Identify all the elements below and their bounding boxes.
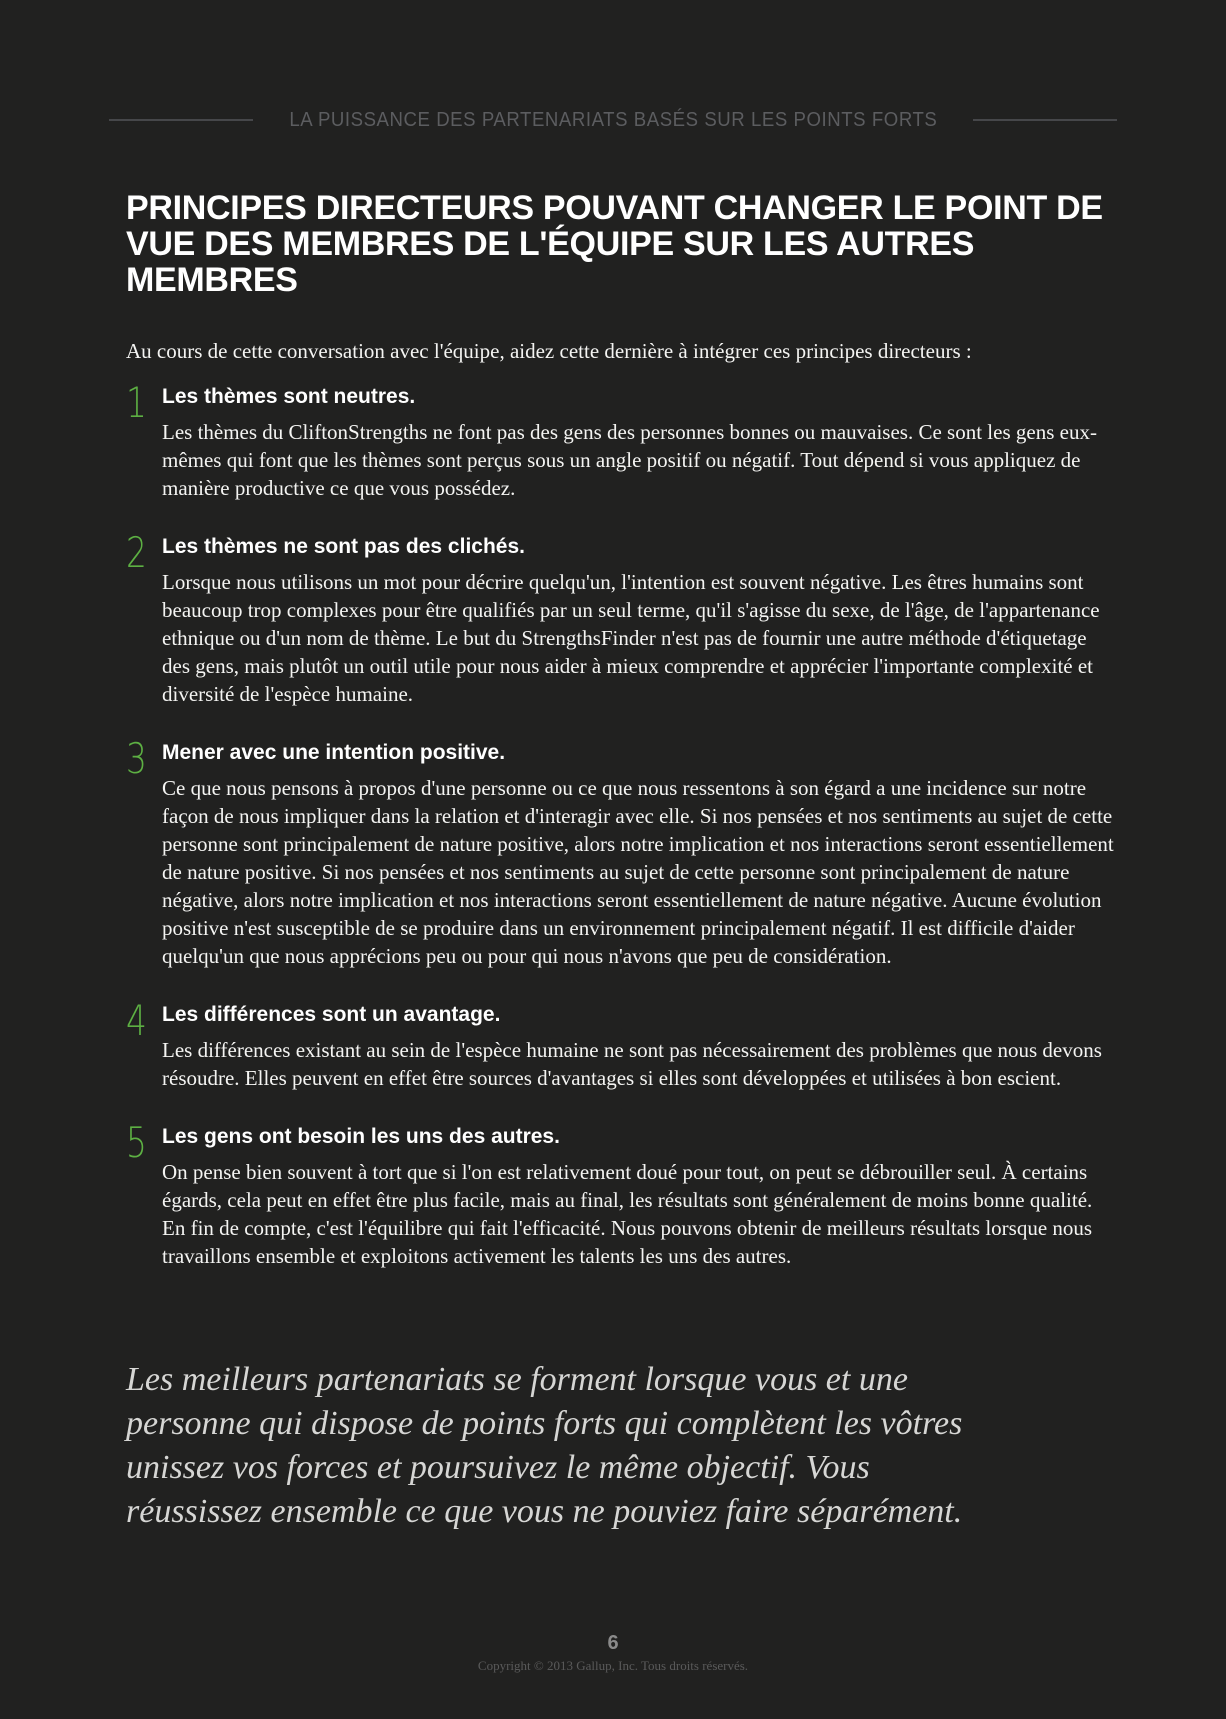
pull-quote: Les meilleurs partenariats se forment lorsque vous et une personne qui dispose de points forts qui complètent les vôtres unissez vos forces et poursuivez le même objectif. Vous réussissez ensemble ce que vous ne pouviez faire séparément.: [126, 1361, 963, 1530]
header-rule-right: [973, 119, 1117, 121]
principle-heading: Les gens ont besoin les uns des autres.: [162, 1125, 560, 1148]
copyright-notice: Copyright © 2013 Gallup, Inc. Tous droits réservés.: [477, 1658, 749, 1673]
principle-number: 2: [126, 528, 147, 577]
page-title: PRINCIPES DIRECTEURS POUVANT CHANGER LE POINT DE VUE DES MEMBRES DE L'ÉQUIPE SUR LES AUTRES MEMBRES: [126, 189, 1103, 299]
principle-item: [126, 528, 1116, 708]
principle-item: [126, 1118, 1116, 1270]
principle-body: On pense bien souvent à tort que si l'on est relativement doué pour tout, on peut se débrouiller seul. À certains égards, cela peut en effet être plus facile, mais au final, les résultats sont généralement de moins bonne qualité. En fin de compte, c'est l'équilibre qui fait l'efficacité. Nous pouvons obtenir de meilleurs résultats lorsque nous travaillons ensemble et exploitons activement les talents les uns des autres.: [162, 1160, 1093, 1268]
principle-heading: Mener avec une intention positive.: [162, 741, 506, 764]
principle-number: 1: [126, 378, 147, 427]
running-header: [109, 106, 1117, 134]
principle-item: [126, 734, 1116, 970]
principle-body: Lorsque nous utilisons un mot pour décrire quelqu'un, l'intention est souvent négative. Les êtres humains sont beaucoup trop complexes pour être qualifiés par un seul terme, qu'il s'agisse du sexe, de l'âge, de l'appartenance ethnique ou d'un nom de thème. Le but du StrengthsFinder n'est pas de fournir une autre méthode d'étiquetage des gens, mais plutôt un outil utile pour nous aider à mieux comprendre et apprécier l'importante complexité et diversité de l'espèce humaine.: [162, 570, 1100, 706]
principle-heading: Les différences sont un avantage.: [162, 1003, 501, 1026]
principle-item: [126, 378, 1116, 502]
principle-heading: Les thèmes sont neutres.: [162, 385, 416, 408]
page-number: 6: [607, 1632, 619, 1654]
running-title: LA PUISSANCE DES PARTENARIATS BASÉS SUR LES POINTS FORTS: [289, 108, 937, 131]
principles-list: [126, 378, 1116, 1300]
principle-body: Les différences existant au sein de l'espèce humaine ne sont pas nécessairement des problèmes que nous devons résoudre. Elles peuvent en effet être sources d'avantages si elles sont développées et utilisées à bon escient.: [162, 1038, 1102, 1090]
principle-number: 4: [126, 996, 147, 1045]
principle-body: Les thèmes du CliftonStrengths ne font pas des gens des personnes bonnes ou mauvaises. Ce sont les gens eux-mêmes qui font que les thèmes sont perçus sous un angle positif ou négatif. Tout dépend si vous appliquez de manière productive ce que vous possédez.: [162, 420, 1097, 500]
principle-body: Ce que nous pensons à propos d'une personne ou ce que nous ressentons à son égard a une incidence sur notre façon de nous impliquer dans la relation et d'interagir avec elle. Si nos pensées et nos sentiments au sujet de cette personne sont principalement de nature positive, alors notre implication et nos interactions seront essentiellement de nature positive. Si nos pensées et nos sentiments au sujet de cette personne sont principalement de nature négative, alors notre implication et nos interactions seront essentiellement de nature négative. Aucune évolution positive n'est susceptible de se produire dans un environnement principalement négatif. Il est difficile d'aider quelqu'un que nous apprécions peu ou pour qui nous n'avons que peu de considération.: [162, 776, 1114, 968]
intro-text: Au cours de cette conversation avec l'équipe, aidez cette dernière à intégrer ces principes directeurs :: [126, 339, 972, 363]
principle-item: [126, 996, 1116, 1092]
principle-number: 3: [126, 734, 147, 783]
principle-heading: Les thèmes ne sont pas des clichés.: [162, 535, 525, 558]
principle-number: 5: [126, 1118, 147, 1167]
header-rule-left: [109, 119, 253, 121]
